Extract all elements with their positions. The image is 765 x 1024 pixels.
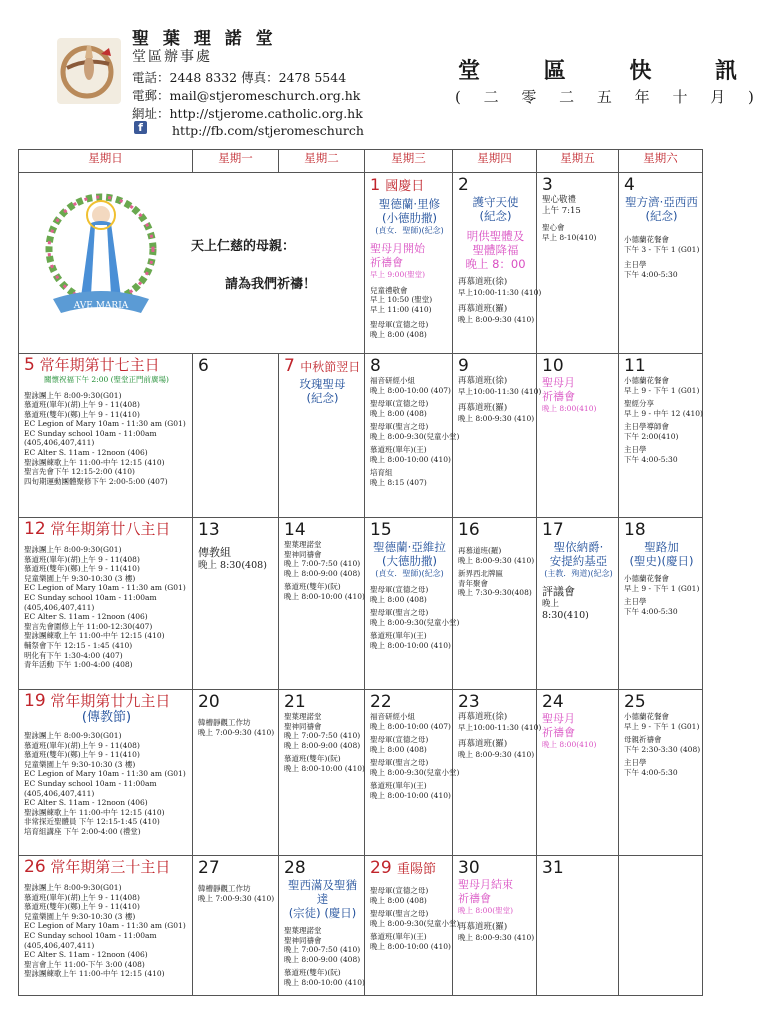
event-line: 下午 4:00-5:30: [624, 767, 678, 777]
event-line: 聖心敬禮: [542, 195, 577, 205]
event-line: 早上 10:50 (聖堂): [370, 295, 433, 304]
feast-name: 聖依納爵‧: [553, 540, 604, 554]
event-time: 晚上: [542, 599, 560, 609]
event-title-2: 祈禱會: [542, 390, 575, 403]
event-line: 聖詠團練歌上午 11:00-中午 12:15 (410): [24, 969, 165, 979]
day-cell-7: [279, 354, 365, 518]
event-line: 晚上 8:00-9:30 (410): [458, 555, 535, 565]
event-line: EC Alter S. 11am - 12noon (406): [24, 448, 148, 458]
event-line: EC Legion of Mary 10am - 11:30 am (G01): [24, 769, 186, 779]
office-name: 堂區辦事處: [132, 49, 212, 65]
day-number: 12: [24, 519, 46, 539]
event-line: 聖母軍(聖言之母): [370, 608, 429, 617]
day-number: 8: [370, 356, 381, 376]
day-number: 27: [198, 858, 220, 878]
event-line: 聖母軍(宣德之母): [370, 585, 429, 594]
event-line: 再慕道班(羅): [458, 738, 508, 749]
event-line: 晚上 8:00-9:30 (410): [458, 749, 535, 759]
event-line: 晚上 8:00-10:00 (410): [284, 591, 365, 601]
event-line: 聖母軍(聖言之母): [370, 422, 429, 431]
day-number: 23: [458, 692, 480, 712]
event-line: 晚上 8:00-9:30 (410): [458, 314, 535, 324]
feast-name: 護守天使: [472, 195, 519, 209]
feast-rank: (主教．殉道)(紀念): [544, 569, 613, 578]
event-line: 聖母軍(宣德之母): [370, 735, 429, 744]
event-line: 主日學: [624, 260, 647, 269]
event-line: 晚上 7:00-9:30 (410): [198, 727, 275, 737]
event-line: 聖母軍(聖言之母): [370, 909, 429, 918]
day-number: 7: [284, 356, 295, 376]
event-line: EC Alter S. 11am - 12noon (406): [24, 950, 148, 960]
event-line: 晚上 8:00-10:00 (407): [370, 385, 451, 395]
event-line: 上午 7:15: [542, 206, 581, 216]
event-title-2: 祈禱會: [542, 726, 575, 739]
event-line: 慕道班(雙年)(鄭)上午 9 - 11(410): [24, 750, 140, 760]
event-line: 青年聚會: [458, 578, 488, 588]
event-line: 晚上 8:00-9:30 (410): [458, 413, 535, 423]
weekday-mon: 星期一: [193, 150, 279, 173]
event-line: 慕道班(單年)(胡)上午 9 - 11(408): [24, 400, 140, 410]
event-line: 聖母軍(宣德之母): [370, 886, 429, 895]
day-cell-8: [365, 354, 460, 518]
event-line: 小德蘭花餐會: [624, 712, 669, 721]
event-line: 聖詠團練歌上午 11:00-中午 12:15 (410): [24, 457, 165, 467]
event-line: 韓槽靜觀工作坊: [198, 884, 251, 893]
event-line: 晚上 7:00-7:50 (410): [284, 945, 361, 954]
event-line: 下午 2:00(410): [624, 431, 679, 441]
day-cell-1: [365, 173, 453, 354]
event-line: 兒童樂園上午 9:30-10:30 (3 樓): [24, 911, 136, 921]
event-line: 晚上 8:00-9:30(兒童小堂): [370, 431, 460, 441]
day-title: 國慶日: [385, 179, 425, 194]
event-line: 晚上 8:15 (407): [370, 477, 427, 487]
phone-fax: 電話：2448 8332 傳真：2478 5544: [132, 70, 347, 85]
day-cell-31: [537, 856, 619, 996]
event-line: 晚上 8:00-10:00 (407): [370, 721, 451, 731]
week-row-1: [19, 173, 703, 354]
feast-name: 聖路加: [644, 540, 679, 554]
event-line: 小德蘭花餐會: [624, 235, 669, 244]
week-row-3: [19, 518, 703, 690]
event-line: 晚上 8:00-9:00 (408): [284, 740, 361, 750]
feast-rank: (紀念): [479, 209, 512, 223]
email-address[interactable]: 電郵：mail@stjeromeschurch.org.hk: [132, 88, 361, 103]
week-row-2: [19, 354, 703, 518]
event-line: 新界西北牌匾: [458, 569, 503, 578]
event-line: 小德蘭花餐會: [624, 376, 669, 385]
weekday-sun: 星期日: [19, 150, 193, 173]
day-cell-9: [453, 354, 542, 518]
event-line: 四旬期運動團體聚修下午 2:00-5:00 (407): [24, 476, 168, 486]
bulletin-month: ( 二 零 二 五 年 十 月 ): [455, 88, 763, 106]
event-line: 輔祭會下午 12:15 - 1:45 (410): [24, 640, 133, 650]
day-cell-15: [365, 518, 460, 690]
day-cell-16: [453, 518, 537, 690]
week-row-4: [19, 690, 703, 856]
day-cell-17: [537, 518, 619, 690]
event-line: 晚上 8:00-9:30(兒童小堂): [370, 918, 460, 928]
event-line: 明化有下午 1:30-4:00 (407): [24, 650, 123, 660]
event-line: 慕道班(單年)(胡)上午 9 - 11(408): [24, 554, 140, 564]
day-number: 2: [458, 175, 469, 195]
event-line: EC Sunday school 10am - 11:00am: [24, 428, 157, 438]
event-line: 下午 3 - 下午 1 (G01): [624, 244, 700, 254]
day-number: 9: [458, 356, 469, 376]
day-cell-10: [537, 354, 619, 518]
day-cell-2: [453, 173, 542, 354]
day-number: 18: [624, 520, 646, 540]
day-number: 3: [542, 175, 553, 195]
feast-name-2: (小德肋撒): [382, 211, 437, 225]
day-title: 中秋節翌日: [300, 360, 361, 374]
event-line: 慕道班(雙年)(阮): [284, 582, 341, 591]
day-cell-14: [279, 518, 365, 690]
event-line: 青年活動 下午 1:00-4:00 (408): [24, 660, 133, 670]
event-line: 聖母軍(聖言之母): [370, 758, 429, 767]
day-cell-4: [619, 173, 703, 354]
feast-name: 聖德蘭‧亞維拉: [373, 540, 446, 554]
weekday-header-row: [19, 150, 703, 173]
weekday-wed: 星期三: [365, 150, 453, 173]
event-line: 早上10:00-11:30 (410): [458, 288, 542, 297]
event-title: 傳教組: [198, 546, 231, 559]
event-line: 主日學: [624, 758, 647, 767]
event-line: 晚上 8:00 (408): [370, 408, 427, 418]
day-cell-11: [619, 354, 703, 518]
event-title: 聖母月開始: [370, 242, 425, 255]
feast-name-2: 安提約基亞: [549, 554, 608, 568]
event-line: 晚上 7:00-9:30 (410): [198, 893, 275, 903]
event-line: EC Legion of Mary 10am - 11:30 am (G01): [24, 419, 186, 429]
event-line: 晚上 8:00-9:30 (410): [458, 932, 535, 942]
day-cell-26: [19, 856, 193, 996]
event-line: 聖經分享: [624, 399, 654, 408]
weekday-thu: 星期四: [453, 150, 537, 173]
day-cell-empty: [619, 856, 703, 996]
day-cell-28: [279, 856, 365, 996]
feast-name: 聖西滿及聖猶達: [288, 878, 357, 906]
event-line: 早上 9 - 下午 1 (G01): [624, 721, 700, 731]
day-number: 10: [542, 356, 564, 376]
day-number: 16: [458, 520, 480, 540]
day-number: 30: [458, 858, 480, 878]
event-title: 評議會: [542, 585, 575, 598]
day-cell-24: [537, 690, 619, 856]
feast-name-2: (宗徒) (慶日): [288, 906, 357, 920]
event-line: 主日學: [624, 445, 647, 454]
event-note: 關懷祝福下午 2:00 (聖堂正門前廣場): [44, 375, 169, 384]
event-title-2: 祈禱會: [370, 256, 403, 269]
event-line: 晚上 7:30-9:30(408): [458, 588, 532, 597]
event-line: EC Legion of Mary 10am - 11:30 am (G01): [24, 921, 186, 931]
parish-name: 聖 葉 理 諾 堂: [132, 29, 277, 49]
event-line: 慕道班(單年)(王): [370, 932, 427, 941]
event-line: 下午 4:00-5:30: [624, 606, 678, 616]
event-line: 主日學導師會: [624, 422, 669, 431]
event-line: 聖詠團練歌上午 11:00-中午 12:15 (410): [24, 631, 165, 641]
event-line: EC Legion of Mary 10am - 11:30 am (G01): [24, 583, 186, 593]
event-line: EC Alter S. 11am - 12noon (406): [24, 612, 148, 622]
event-title: 聖母月結束: [458, 878, 513, 891]
event-line: 再慕道班(羅): [458, 303, 508, 314]
day-number: 1: [370, 175, 381, 194]
day-number: 26: [24, 857, 46, 877]
day-subtitle: (傳教節): [81, 710, 132, 725]
madonna-icon: [41, 187, 161, 329]
church-logo-icon: [57, 38, 121, 104]
week-row-5: [19, 856, 703, 996]
day-number: 21: [284, 692, 306, 712]
event-line: 聖心會: [542, 223, 565, 232]
ave-maria-banner: AVE MARIA: [73, 301, 129, 311]
day-number: 17: [542, 520, 564, 540]
event-line: 慕道班(雙年)(阮): [284, 968, 341, 977]
event-line: 聖詠團上午 8:00-9:30(G01): [24, 883, 122, 892]
event-time: 晚上 8:30(408): [198, 560, 267, 571]
website-url[interactable]: 網址：http://stjerome.catholic.org.hk: [132, 106, 363, 121]
event-line: 晚上 8:00-9:30(兒童小堂): [370, 767, 460, 777]
feast-name: 聖方濟‧亞西西: [625, 195, 698, 209]
feast-rank: (貞女．聖師)(紀念): [375, 569, 444, 578]
event-line: (405,406,407,411): [24, 940, 95, 950]
event-line: 晚上 8:00-10:00 (410): [370, 454, 451, 464]
feast-name-2: (聖史)(慶日): [629, 554, 694, 568]
day-number: 4: [624, 175, 635, 195]
event-line: 聖葉理諾堂: [284, 712, 322, 721]
event-title-2: 祈禱會: [458, 892, 491, 905]
day-number: 24: [542, 692, 564, 712]
day-number: 22: [370, 692, 392, 712]
event-time: 早上 9:00(聖堂): [370, 270, 426, 279]
event-line: (405,406,407,411): [24, 602, 95, 612]
event-time: 晚上 8:00(聖堂): [458, 906, 514, 915]
event-line: 聖葉理諾堂: [284, 540, 322, 549]
event-line: 韓槽靜觀工作坊: [198, 718, 251, 727]
day-cell-23: [453, 690, 542, 856]
day-number: 14: [284, 520, 306, 540]
intro-cell: [19, 173, 365, 354]
day-cell-3: [537, 173, 619, 354]
event-line: 聖詠團上午 8:00-9:30(G01): [24, 731, 122, 740]
day-cell-29: [365, 856, 460, 996]
event-line: 早上 11:00 (410): [370, 304, 432, 314]
event-line: 晚上 8:00-9:00 (408): [284, 568, 361, 578]
day-cell-25: [619, 690, 703, 856]
event-line: 聖葉理諾堂: [284, 926, 322, 935]
event-line: 慕道班(單年)(胡)上午 9 - 11(408): [24, 892, 140, 902]
event-line: 晚上 7:00-7:50 (410): [284, 559, 361, 568]
day-number: 5: [24, 355, 35, 375]
day-number: 25: [624, 692, 646, 712]
day-cell-27: [193, 856, 279, 996]
event-line: 晚上 8:00-10:00 (410): [370, 790, 451, 800]
event-title: 明供聖體及: [466, 229, 525, 243]
feast-rank: (貞女．聖師)(紀念): [375, 226, 444, 235]
event-line: 再慕道班(羅): [458, 402, 508, 413]
event-line: 晚上 8:00 (408): [370, 594, 427, 604]
day-number: 20: [198, 692, 220, 712]
event-line: 聖言會上午 11:00-下午 3:00 (408): [24, 959, 145, 969]
event-line: 慕道班(單年)(胡)上午 9 - 11(408): [24, 740, 140, 750]
event-line: 聖言先會下午 12:15-2:00 (410): [24, 467, 135, 477]
day-number: 29: [370, 858, 392, 878]
weekday-tue: 星期二: [279, 150, 365, 173]
day-number: 11: [624, 356, 646, 376]
event-line: 慕道班(雙年)(阮): [284, 754, 341, 763]
event-line: 聖詠團上午 8:00-9:30(G01): [24, 545, 122, 554]
day-cell-19: [19, 690, 193, 856]
event-line: 早上 9 - 下午 1 (G01): [624, 385, 700, 395]
facebook-url[interactable]: http://fb.com/stjeromeschurch: [172, 123, 364, 138]
bulletin-header: [0, 0, 765, 148]
event-time: 晚上 8:00(410): [542, 740, 597, 749]
event-line: 晚上 8:00-10:00 (410): [284, 977, 365, 987]
event-line: 早上 9 - 中午 12 (410): [624, 408, 703, 418]
event-line: 聖詠團上午 8:00-9:30(G01): [24, 390, 122, 400]
day-cell-12: [19, 518, 193, 690]
day-title: 常年期第廿七主日: [39, 356, 160, 374]
bulletin-title: 堂 區 快 訊: [458, 58, 765, 84]
event-line: 早上10:00-11:30 (410): [458, 723, 542, 732]
day-cell-6: [193, 354, 279, 518]
weekday-sat: 星期六: [619, 150, 703, 173]
event-line: 兒童樂園上午 9:30-10:30 (3 樓): [24, 573, 136, 583]
event-line: 再慕道班(羅): [458, 921, 508, 932]
event-line: 慕道班(單年)(王): [370, 631, 427, 640]
event-line: 再慕道班(徐): [458, 376, 508, 386]
feast-rank: (紀念): [306, 391, 339, 405]
event-line: 慕道班(雙年)(鄭)上午 9 - 11(410): [24, 902, 140, 912]
event-line: 再慕道班(羅): [458, 546, 502, 555]
event-line: 下午 4:00-5:30: [624, 454, 678, 464]
day-number: 31: [542, 858, 564, 878]
day-cell-22: [365, 690, 460, 856]
event-line: 兒童禮敬會: [370, 285, 408, 295]
event-line: 晚上 8:00-10:00 (410): [284, 763, 365, 773]
day-title: 常年期第廿八主日: [50, 520, 171, 538]
day-title: 常年期第三十主日: [50, 858, 171, 876]
day-cell-5: [19, 354, 193, 518]
event-title: 聖母月: [542, 376, 575, 389]
event-line: 晚上 8:00 (408): [370, 895, 427, 905]
event-line: 母親祈禱會: [624, 735, 662, 744]
event-line: 晚上 8:00 (408): [370, 744, 427, 754]
day-number: 28: [284, 858, 306, 878]
event-line: 聖母軍(宣德之母): [370, 399, 429, 408]
day-number: 19: [24, 691, 46, 711]
event-line: 晚上 8:00-9:30(兒童小堂): [370, 617, 460, 627]
day-cell-18: [619, 518, 703, 690]
event-line: 早上 8-10(410): [542, 232, 597, 242]
day-cell-30: [453, 856, 537, 996]
event-line: 培育組講座 下午 2:00-4:00 (禮堂): [24, 826, 141, 836]
prayer-line-1: 天上仁慈的母親：: [191, 239, 296, 254]
day-cell-21: [279, 690, 365, 856]
event-line: 晚上 8:00 (408): [370, 329, 427, 339]
day-number: 6: [198, 356, 209, 376]
event-title-2: 聖體降福: [472, 243, 519, 257]
event-line: 下午 4:00-5:30: [624, 269, 678, 279]
event-time: 晚上 8：00: [465, 257, 526, 271]
event-time-2: 8:30(410): [542, 610, 589, 621]
event-line: 再慕道班(徐): [458, 277, 508, 287]
prayer-line-2: 請為我們祈禱！: [225, 277, 317, 292]
event-line: 早上10:00-11:30 (410): [458, 387, 542, 396]
day-title: 常年期第廿九主日: [50, 692, 171, 710]
event-line: EC Sunday school 10am - 11:00am: [24, 778, 157, 788]
event-line: 主日學: [624, 597, 647, 606]
event-line: 培育組: [370, 468, 393, 477]
event-line: 晚上 8:00-9:00 (408): [284, 954, 361, 964]
facebook-icon: f: [134, 121, 147, 134]
event-line: 福音研經小組: [370, 376, 415, 385]
event-line: 晚上 8:00-10:00 (410): [370, 640, 451, 650]
event-line: 非常探近聖體員 下午 12:15-1:45 (410): [24, 817, 160, 827]
event-line: 慕道班(單年)(王): [370, 781, 427, 790]
event-line: 聖神同禱會: [284, 549, 322, 559]
october-calendar: [18, 149, 703, 996]
event-line: 晚上 8:00-10:00 (410): [370, 941, 451, 951]
feast-name-2: (大德肋撒): [382, 554, 437, 568]
event-line: 聖母軍(宣德之母): [370, 320, 429, 329]
event-line: 聖詠團練歌上午 11:00-中午 12:15 (410): [24, 807, 165, 817]
event-line: 慕道班(單年)(王): [370, 445, 427, 454]
event-line: 福音研經小組: [370, 712, 415, 721]
event-line: EC Sunday school 10am - 11:00am: [24, 592, 157, 602]
feast-name: 玫瑰聖母: [299, 377, 346, 391]
event-line: (405,406,407,411): [24, 788, 95, 798]
day-number: 15: [370, 520, 392, 540]
event-line: 下午 2:30-3:30 (408): [624, 744, 701, 754]
event-title: 聖母月: [542, 712, 575, 725]
event-line: 再慕道班(徐): [458, 712, 508, 722]
event-line: 兒童樂園上午 9:30-10:30 (3 樓): [24, 759, 136, 769]
day-cell-20: [193, 690, 279, 856]
event-line: 早上 9 - 下午 1 (G01): [624, 583, 700, 593]
day-title: 重陽節: [397, 862, 437, 877]
day-cell-13: [193, 518, 279, 690]
event-line: (405,406,407,411): [24, 438, 95, 448]
event-line: 慕道班(雙年)(鄭)上午 9 - 11(410): [24, 564, 140, 574]
event-line: 晚上 7:00-7:50 (410): [284, 731, 361, 740]
event-line: 聖神同禱會: [284, 721, 322, 731]
weekday-fri: 星期五: [537, 150, 619, 173]
event-line: 慕道班(雙年)(鄭)上午 9 - 11(410): [24, 409, 140, 419]
feast-rank: (紀念): [645, 209, 678, 223]
event-line: 聖神同禱會: [284, 935, 322, 945]
event-line: 聖言先會圍修上午 11:00-12:30(407): [24, 621, 153, 631]
event-line: EC Sunday school 10am - 11:00am: [24, 930, 157, 940]
event-line: EC Alter S. 11am - 12noon (406): [24, 798, 148, 808]
day-number: 13: [198, 520, 220, 540]
event-line: 小德蘭花餐會: [624, 574, 669, 583]
event-time: 晚上 8:00(410): [542, 404, 597, 413]
feast-name: 聖德蘭‧里修: [378, 197, 441, 211]
